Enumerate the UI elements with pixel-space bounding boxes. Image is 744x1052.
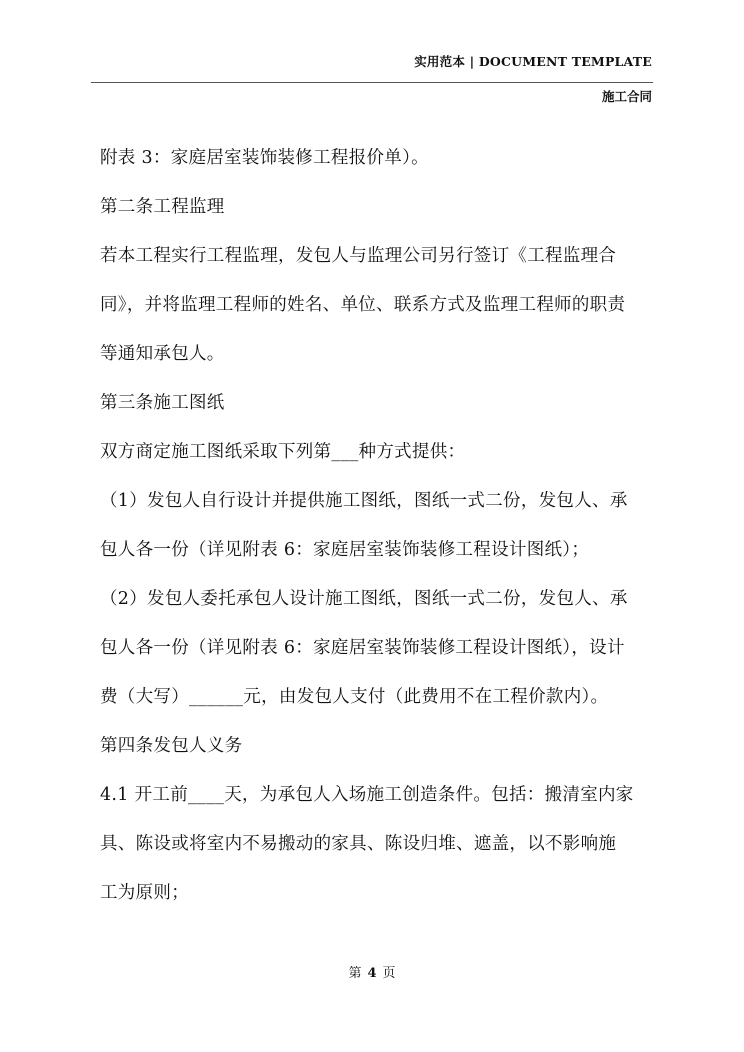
page-footer bbox=[0, 962, 744, 981]
body-line: 费（大写）______元，由发包人支付（此费用不在工程价款内）。 bbox=[100, 687, 609, 707]
section-heading: 第二条工程监理 bbox=[100, 197, 225, 217]
page-number: 4 bbox=[367, 966, 377, 981]
body-line: 同》，并将监理工程师的姓名、单位、联系方式及监理工程师的职责 bbox=[100, 295, 626, 315]
section-heading: 第三条施工图纸 bbox=[100, 393, 225, 413]
footer-prefix: 第 bbox=[348, 966, 362, 981]
body-line: 等通知承包人。 bbox=[100, 344, 225, 364]
body-line: 双方商定施工图纸采取下列第___种方式提供： bbox=[100, 442, 466, 462]
body-line: 附表 3：家庭居室装饰装修工程报价单）。 bbox=[100, 148, 429, 168]
header-subtitle: 施工合同 bbox=[601, 89, 652, 104]
body-line: 若本工程实行工程监理，发包人与监理公司另行签订《工程监理合 bbox=[100, 246, 617, 266]
body-line: （1）发包人自行设计并提供施工图纸，图纸一式二份，发包人、承 bbox=[100, 491, 628, 511]
body-line: （2）发包人委托承包人设计施工图纸，图纸一式二份，发包人、承 bbox=[100, 589, 628, 609]
body-line: 具、陈设或将室内不易搬动的家具、陈设归堆、遮盖，以不影响施 bbox=[100, 834, 617, 854]
body-line: 4.1 开工前____天，为承包人入场施工创造条件。包括：搬清室内家 bbox=[100, 785, 634, 805]
header-divider bbox=[91, 82, 653, 83]
footer-suffix: 页 bbox=[382, 966, 396, 981]
header-title: 实用范本 | DOCUMENT TEMPLATE bbox=[414, 54, 652, 69]
section-heading: 第四条发包人义务 bbox=[100, 736, 243, 756]
document-body bbox=[100, 134, 660, 918]
body-line: 工为原则； bbox=[100, 883, 189, 903]
body-line: 包人各一份（详见附表 6：家庭居室装饰装修工程设计图纸）； bbox=[100, 540, 590, 560]
body-line: 包人各一份（详见附表 6：家庭居室装饰装修工程设计图纸），设计 bbox=[100, 638, 625, 658]
